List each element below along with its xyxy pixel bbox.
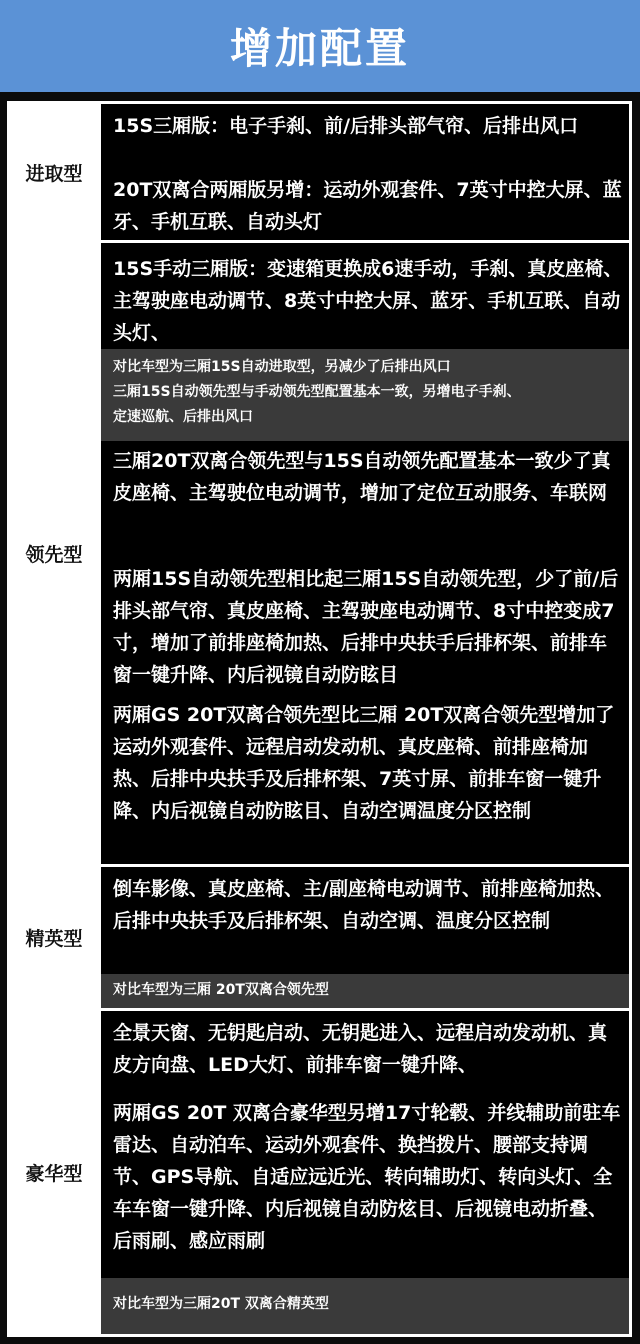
trim-details-jingying: [101, 867, 629, 1008]
detail-paragraph: 三厢20T双离合领先型与15S自动领先配置基本一致少了真皮座椅、主驾驶位电动调节，增加了定位互动服务、车联网: [113, 450, 611, 504]
trim-label-jingying: 精英型: [10, 867, 98, 1008]
detail-paragraph: 两厢15S自动领先型相比起三厢15S自动领先型，少了前/后排头部气帘、真皮座椅、主驾驶座电动调节、8寸中控变成7寸，增加了前排座椅加热、后排中央扶手后排杯架、前排车窗一键升降、内后视镜自动防眩目: [113, 568, 619, 686]
note-line: 三厢15S自动领先型与手动领先型配置基本一致，另增电子手刹、: [113, 384, 521, 400]
trim-label-jinqu: 进取型: [10, 104, 98, 240]
detail-paragraph: 两厢GS 20T双离合领先型比三厢 20T双离合领先型增加了运动外观套件、远程启动发动机、真皮座椅、前排座椅加热、后排中央扶手及后排杯架、7英寸屏、前排车窗一键升降、内后视镜自动防眩目、自动空调温度分区控制: [113, 704, 615, 822]
detail-paragraph: 倒车影像、真皮座椅、主/副座椅电动调节、前排座椅加热、后排中央扶手及后排杯架、自动空调、温度分区控制: [113, 878, 614, 932]
page-header: [0, 0, 640, 92]
table-row-haohua: [0, 1011, 640, 1334]
table-border-bottom: [10, 1334, 630, 1337]
note-line: 对比车型为三厢20T 双离合精英型: [113, 1296, 329, 1312]
note-line: 对比车型为三厢15S自动进取型，另减少了后排出风口: [113, 359, 451, 375]
table-border-left: [7, 101, 10, 1337]
row-divider: [10, 864, 630, 867]
detail-paragraph: 两厢GS 20T 双离合豪华型另增17寸轮毂、并线辅助前驻车雷达、自动泊车、运动外观套件、换挡拨片、腰部支持调节、GPS导航、自适应远近光、转向辅助灯、转向头灯、全车车窗一键升降、内后视镜自动防炫目、后视镜电动折叠、后雨刷、感应雨刷: [113, 1102, 621, 1252]
trim-details-haohua: [101, 1011, 629, 1334]
detail-paragraph: 20T双离合两厢版另增：运动外观套件、7英寸中控大屏、蓝牙、手机互联、自动头灯: [113, 179, 622, 233]
trim-label-lingxian: 领先型: [10, 243, 98, 864]
table-row-jingying: [0, 867, 640, 1008]
detail-paragraph: 全景天窗、无钥匙启动、无钥匙进入、远程启动发动机、真皮方向盘、LED大灯、前排车窗一键升降、: [113, 1022, 608, 1076]
comparison-note: [101, 974, 629, 1008]
trim-label-haohua: 豪华型: [10, 1011, 98, 1334]
config-table: [0, 92, 640, 1344]
table-row-lingxian: [0, 243, 640, 864]
page-title: 增加配置: [229, 24, 410, 73]
row-divider: [10, 240, 630, 243]
trim-details-jinqu: [101, 104, 629, 240]
comparison-note: [101, 1278, 629, 1334]
trim-details-lingxian: [101, 243, 629, 864]
comparison-note: [101, 349, 629, 441]
detail-paragraph: 15S三厢版：电子手刹、前/后排头部气帘、后排出风口: [113, 115, 579, 137]
detail-paragraph: 15S手动三厢版：变速箱更换成6速手动，手刹、真皮座椅、主驾驶座电动调节、8英寸中控大屏、蓝牙、手机互联、自动头灯、: [113, 258, 623, 344]
row-divider: [10, 1008, 630, 1011]
table-border-right: [629, 101, 632, 1337]
table-border-top: [10, 101, 630, 104]
column-divider: [98, 101, 101, 1337]
note-line: 定速巡航、后排出风口: [113, 409, 253, 425]
note-line: 对比车型为三厢 20T双离合领先型: [113, 982, 329, 998]
table-row-jinqu: [0, 104, 640, 240]
